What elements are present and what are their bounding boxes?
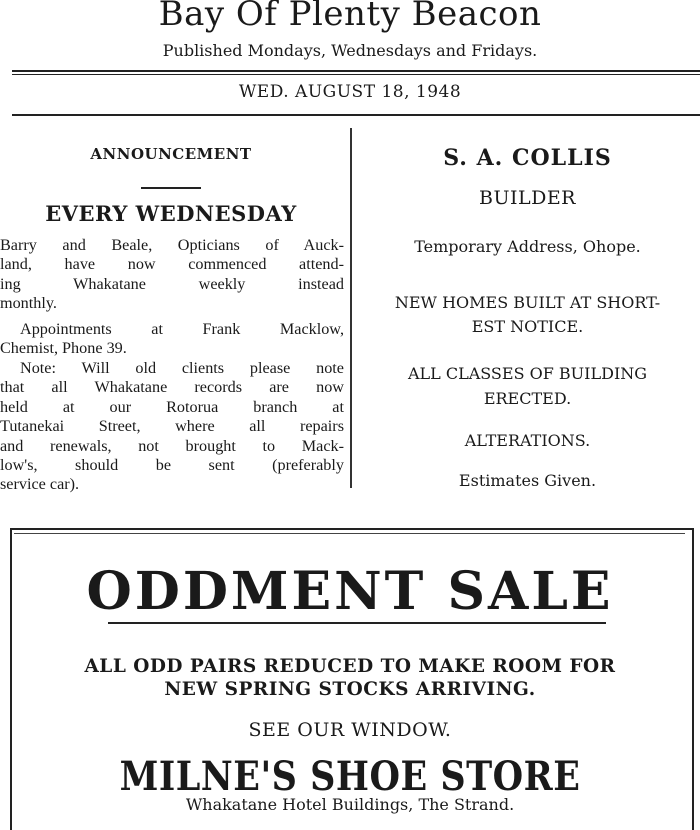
builder-name: S. A. COLLIS xyxy=(443,145,612,171)
text-line: ERECTED. xyxy=(483,389,572,408)
sale-ad-inner-rule xyxy=(14,533,685,534)
issue-date: WED. AUGUST 18, 1948 xyxy=(238,82,462,102)
text-line: Appointments at Frank Macklow, xyxy=(20,320,344,338)
text-line: ALL ODD PAIRS REDUCED TO MAKE ROOM FOR xyxy=(84,656,616,677)
builder-estimates: Estimates Given. xyxy=(458,471,597,490)
builder-homes-notice xyxy=(355,291,700,339)
masthead-top-rule-thin xyxy=(12,74,700,75)
sale-ad-offer xyxy=(0,655,700,701)
text-line: land, have now commenced attend- xyxy=(0,255,344,274)
text-line: Barry and Beale, Opticians of Auck- xyxy=(0,236,344,254)
announcement-subheading: EVERY WEDNESDAY xyxy=(45,201,297,226)
text-line: monthly. xyxy=(0,294,57,313)
publication-schedule: Published Mondays, Wednesdays and Fridays. xyxy=(162,41,538,60)
sale-ad-window-note: SEE OUR WINDOW. xyxy=(248,719,452,741)
dateline-bottom-rule xyxy=(12,114,700,116)
sale-ad-title-underline xyxy=(108,622,606,624)
text-line: Chemist, Phone 39. xyxy=(0,339,127,358)
text-line: ing Whakatane weekly instead xyxy=(0,274,344,293)
text-line: low's, should be sent (preferably xyxy=(0,456,344,475)
text-line: ALL CLASSES OF BUILDING xyxy=(407,364,648,383)
builder-trade: BUILDER xyxy=(478,187,576,209)
column-divider xyxy=(350,128,352,488)
text-line: EST NOTICE. xyxy=(471,317,584,336)
announcement-divider xyxy=(141,187,201,189)
sale-ad-address: Whakatane Hotel Buildings, The Strand. xyxy=(185,795,515,814)
announcement-paragraph-1 xyxy=(0,236,344,314)
text-line: Note: Will old clients please note xyxy=(20,359,344,377)
text-line: Tutanekai Street, where all repairs xyxy=(0,417,344,436)
text-line: that all Whakatane records are now xyxy=(0,378,344,397)
masthead-top-rule xyxy=(12,70,700,72)
text-line: held at our Rotorua branch at xyxy=(0,397,344,416)
text-line: NEW HOMES BUILT AT SHORT- xyxy=(394,293,661,312)
builder-address: Temporary Address, Ohope. xyxy=(414,237,641,256)
builder-classes-notice xyxy=(355,361,700,411)
sale-ad-title: ODDMENT SALE xyxy=(86,561,614,622)
text-line: and renewals, not brought to Mack- xyxy=(0,436,344,455)
text-line: NEW SPRING STOCKS ARRIVING. xyxy=(164,679,536,700)
newspaper-title: Bay Of Plenty Beacon xyxy=(158,0,542,34)
announcement-paragraph-3 xyxy=(0,359,344,495)
text-line: service car). xyxy=(0,475,80,494)
sale-ad-store-name: MILNE'S SHOE STORE xyxy=(119,753,581,801)
announcement-paragraph-2 xyxy=(0,320,344,359)
announcement-heading: ANNOUNCEMENT xyxy=(90,145,252,163)
builder-alterations: ALTERATIONS. xyxy=(464,431,591,450)
